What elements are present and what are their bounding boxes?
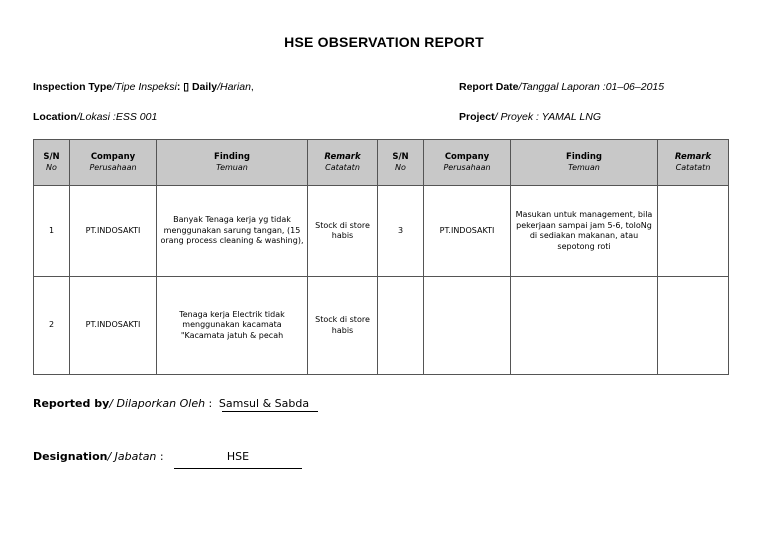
designation-label-id: / Jabatan [107,450,157,463]
inspection-type-value: : ▯ Daily [176,81,218,93]
header-sn-1: S/N No [34,140,70,186]
cell-finding: Banyak Tenaga kerja yg tidak menggunakan sarung tangan, (15 orang process cleaning & washing), [157,186,308,277]
header-company-2: Company Perusahaan [424,140,511,186]
designation-value: HSE [226,450,250,463]
cell-company: PT.INDOSAKTI [70,186,157,277]
cell-remark: Stock di store habis [308,186,378,277]
designation-colon: : [156,450,164,463]
project [459,111,601,123]
cell-company: PT.INDOSAKTI [424,186,511,277]
designation-label: Designation [33,450,108,463]
cell-sn: 2 [34,277,70,375]
location [33,111,157,123]
reported-by-label-id: / Dilaporkan Oleh [109,397,206,410]
cell-company: PT.INDOSAKTI [70,277,157,375]
header-sn-2: S/N No [378,140,424,186]
report-date [459,81,664,93]
cell-company [424,277,511,375]
cell-finding: Masukan untuk management, bila pekerjaan sampai jam 5-6, toloNg di sediakan makanan, atau sepotong roti [511,186,658,277]
designation [33,450,164,463]
reported-by-underline [222,411,318,412]
project-label: Project [459,111,495,123]
inspection-type-label: Inspection Type [33,81,113,93]
reported-by [33,397,212,410]
report-date-label: Report Date [459,81,519,93]
cell-sn [378,277,424,375]
cell-sn: 3 [378,186,424,277]
table-header-row [34,140,729,186]
cell-finding [511,277,658,375]
cell-finding: Tenaga kerja Electrik tidak menggunakan kacamata "Kacamata jatuh & pecah [157,277,308,375]
observation-table [33,139,729,375]
reported-by-label: Reported by [33,397,110,410]
header-remark-2: Remark Catatatn [658,140,729,186]
report-title: HSE OBSERVATION REPORT [284,34,484,50]
reported-by-value: Samsul & Sabda [218,397,310,410]
cell-remark [658,277,729,375]
location-label: Location [33,111,77,123]
designation-underline [174,468,302,469]
inspection-type-value-id: /Harian [217,81,251,93]
header-finding-2: Finding Temuan [511,140,658,186]
inspection-type-suffix: , [250,81,254,93]
cell-sn: 1 [34,186,70,277]
table-row [34,277,729,375]
report-date-value: /Tanggal Laporan :01–06–2015 [518,81,665,93]
cell-remark: Stock di store habis [308,277,378,375]
inspection-type-label-id: /Tipe Inspeksi [112,81,177,93]
table-row [34,186,729,277]
location-value: /Lokasi :ESS 001 [76,111,158,123]
cell-remark [658,186,729,277]
project-value: / Proyek : YAMAL LNG [494,111,602,123]
header-finding-1: Finding Temuan [157,140,308,186]
header-remark-1: Remark Catatatn [308,140,378,186]
reported-by-colon: : [205,397,213,410]
header-company-1: Company Perusahaan [70,140,157,186]
inspection-type [33,81,254,93]
